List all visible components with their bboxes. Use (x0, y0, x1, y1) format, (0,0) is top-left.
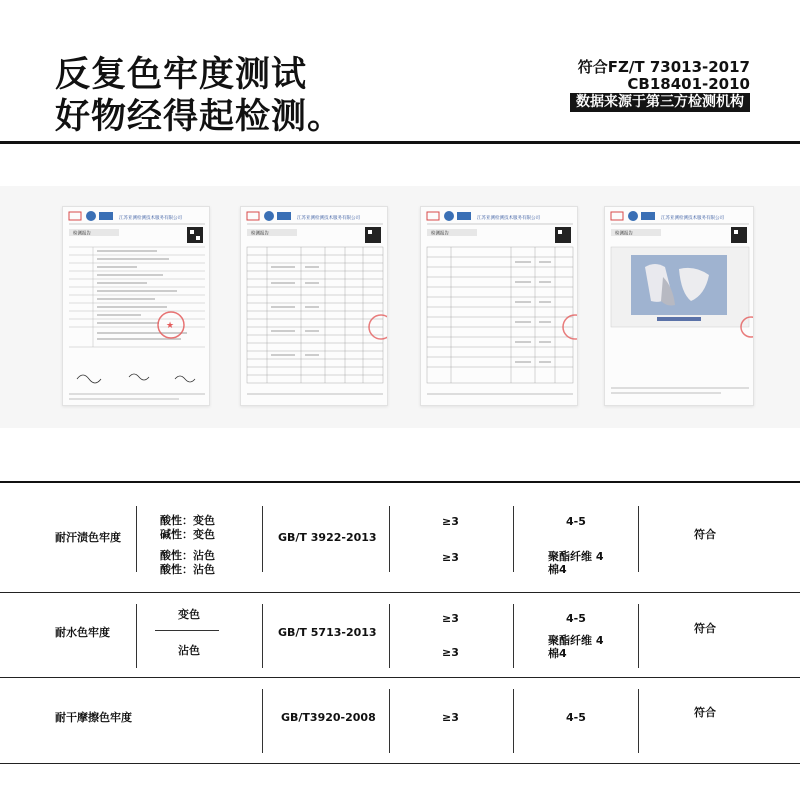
row1-standard: GB/T 3922-2013 (278, 531, 377, 544)
row3-standard: GB/T3920-2008 (281, 711, 376, 724)
table-top-border (0, 481, 800, 483)
table-divider (638, 604, 639, 668)
row3-requirement-1: ≥3 (442, 711, 459, 724)
row2-item: 耐水色牢度 (55, 626, 110, 639)
row2-requirement-1: ≥3 (442, 612, 459, 625)
report-scans (0, 186, 800, 428)
table-divider (389, 689, 390, 753)
row2-result-1: 4-5 (566, 612, 586, 625)
report-page-4 (604, 206, 754, 406)
row-separator (0, 592, 800, 593)
row-separator (0, 763, 800, 764)
table-divider (513, 506, 514, 572)
row1-result-2: 聚酯纤维 4 (548, 550, 604, 563)
table-divider (389, 604, 390, 668)
row1-condition-3: 酸性：沾色 (160, 549, 215, 562)
report-title: 检测报告 (251, 231, 269, 237)
report-page-3 (420, 206, 578, 406)
table-divider (513, 604, 514, 668)
row2-standard: GB/T 5713-2013 (278, 626, 377, 639)
table-divider (513, 689, 514, 753)
svg-text:★: ★ (166, 321, 175, 331)
table-divider (136, 604, 137, 668)
page-title-line-1: 反复色牢度测试 (55, 55, 308, 95)
report-org: 江苏亚测检测技术服务有限公司 (477, 216, 540, 221)
row2-requirement-2: ≥3 (442, 646, 459, 659)
table-divider (262, 689, 263, 753)
row2-result-2: 聚酯纤维 4 (548, 634, 604, 647)
row2-condition-1: 变色 (178, 608, 200, 621)
standard-line-1: 符合FZ/T 73013-2017 (577, 58, 750, 76)
header-divider (0, 141, 800, 144)
row1-condition-4: 酸性：沾色 (160, 563, 215, 576)
row1-requirement-2: ≥3 (442, 551, 459, 564)
row-separator (0, 677, 800, 678)
condition-divider (155, 630, 219, 631)
row1-requirement-1: ≥3 (442, 515, 459, 528)
row2-condition-2: 沾色 (178, 644, 200, 657)
row3-result-1: 4-5 (566, 711, 586, 724)
source-badge: 数据来源于第三方检测机构 (570, 93, 750, 112)
row1-condition-1: 酸性：变色 (160, 514, 215, 527)
row1-result-3: 棉4 (548, 563, 567, 576)
row1-verdict: 符合 (694, 528, 716, 541)
row1-item: 耐汗渍色牢度 (55, 531, 121, 544)
report-title: 检测报告 (73, 231, 91, 237)
row1-result-1: 4-5 (566, 515, 586, 528)
table-divider (638, 689, 639, 753)
row3-verdict: 符合 (694, 706, 716, 719)
table-divider (262, 506, 263, 572)
table-divider (136, 506, 137, 572)
report-title: 检测报告 (615, 231, 633, 237)
page-title-line-2: 好物经得起检测。 (55, 97, 344, 137)
report-org: 江苏亚测检测技术服务有限公司 (297, 216, 360, 221)
table-divider (389, 506, 390, 572)
report-org: 江苏亚测检测技术服务有限公司 (119, 216, 182, 221)
row1-condition-2: 碱性：变色 (160, 528, 215, 541)
row3-item: 耐干摩擦色牢度 (55, 711, 132, 724)
row2-verdict: 符合 (694, 622, 716, 635)
table-divider (262, 604, 263, 668)
table-divider (638, 506, 639, 572)
standard-line-2: CB18401-2010 (627, 75, 750, 93)
report-title: 检测报告 (431, 231, 449, 237)
row2-result-3: 棉4 (548, 647, 567, 660)
report-org: 江苏亚测检测技术服务有限公司 (661, 216, 724, 221)
report-page-2 (240, 206, 388, 406)
report-page-1 (62, 206, 210, 406)
